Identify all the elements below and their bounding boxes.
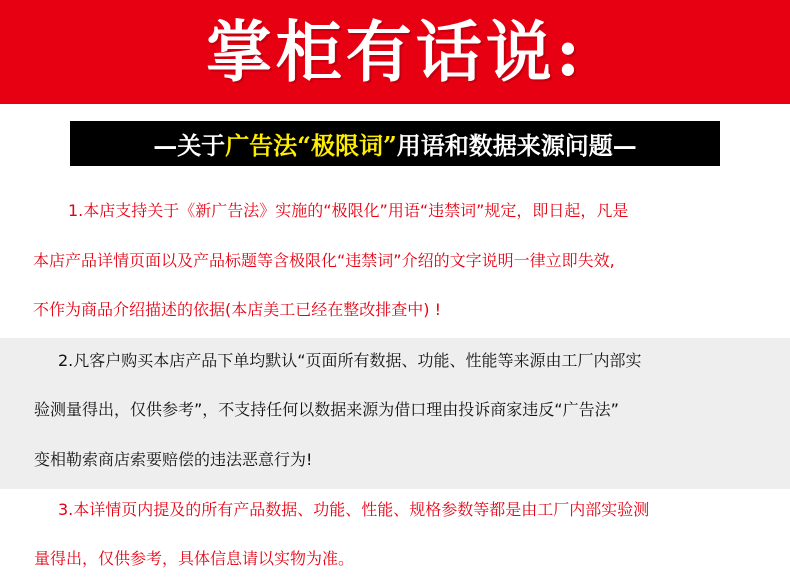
notice-3-line-2: 量得出，仅供参考，具体信息请以实物为准。 bbox=[34, 549, 355, 568]
subtitle-suffix: 用语和数据来源问题— bbox=[396, 131, 637, 160]
notice-1-line-2: 本店产品详情页面以及产品标题等含极限化“违禁词”介绍的文字说明一律立即失效, bbox=[33, 251, 615, 270]
notice-3 bbox=[0, 489, 790, 580]
notice-2-line-2: 验测量得出，仅供参考”，不支持任何以数据来源为借口理由投诉商家违反“广告法” bbox=[34, 400, 619, 419]
notice-1-line-1: 1.本店支持关于《新广告法》实施的“极限化”用语“违禁词”规定，即日起，凡是 bbox=[68, 201, 629, 220]
subtitle-highlight: 广告法“极限词” bbox=[225, 131, 397, 160]
notice-1-line-3: 不作为商品介绍描述的依据(本店美工已经在整改排查中) ! bbox=[33, 300, 441, 319]
notice-2-line-1: 2.凡客户购买本店产品下单均默认“页面所有数据、功能、性能等来源由工厂内部实 bbox=[58, 351, 642, 370]
notice-2-line-3: 变相勒索商店索要赔偿的违法恶意行为! bbox=[34, 450, 313, 469]
subtitle-bar bbox=[70, 121, 720, 166]
subtitle-prefix: —关于 bbox=[153, 131, 226, 160]
notice-1 bbox=[0, 186, 790, 338]
notice-3-line-1: 3.本详情页内提及的所有产品数据、功能、性能、规格参数等都是由工厂内部实验测 bbox=[58, 500, 650, 519]
notice-2 bbox=[0, 338, 790, 489]
header-banner bbox=[0, 0, 790, 104]
banner-title: 掌柜有话说: bbox=[205, 13, 585, 91]
